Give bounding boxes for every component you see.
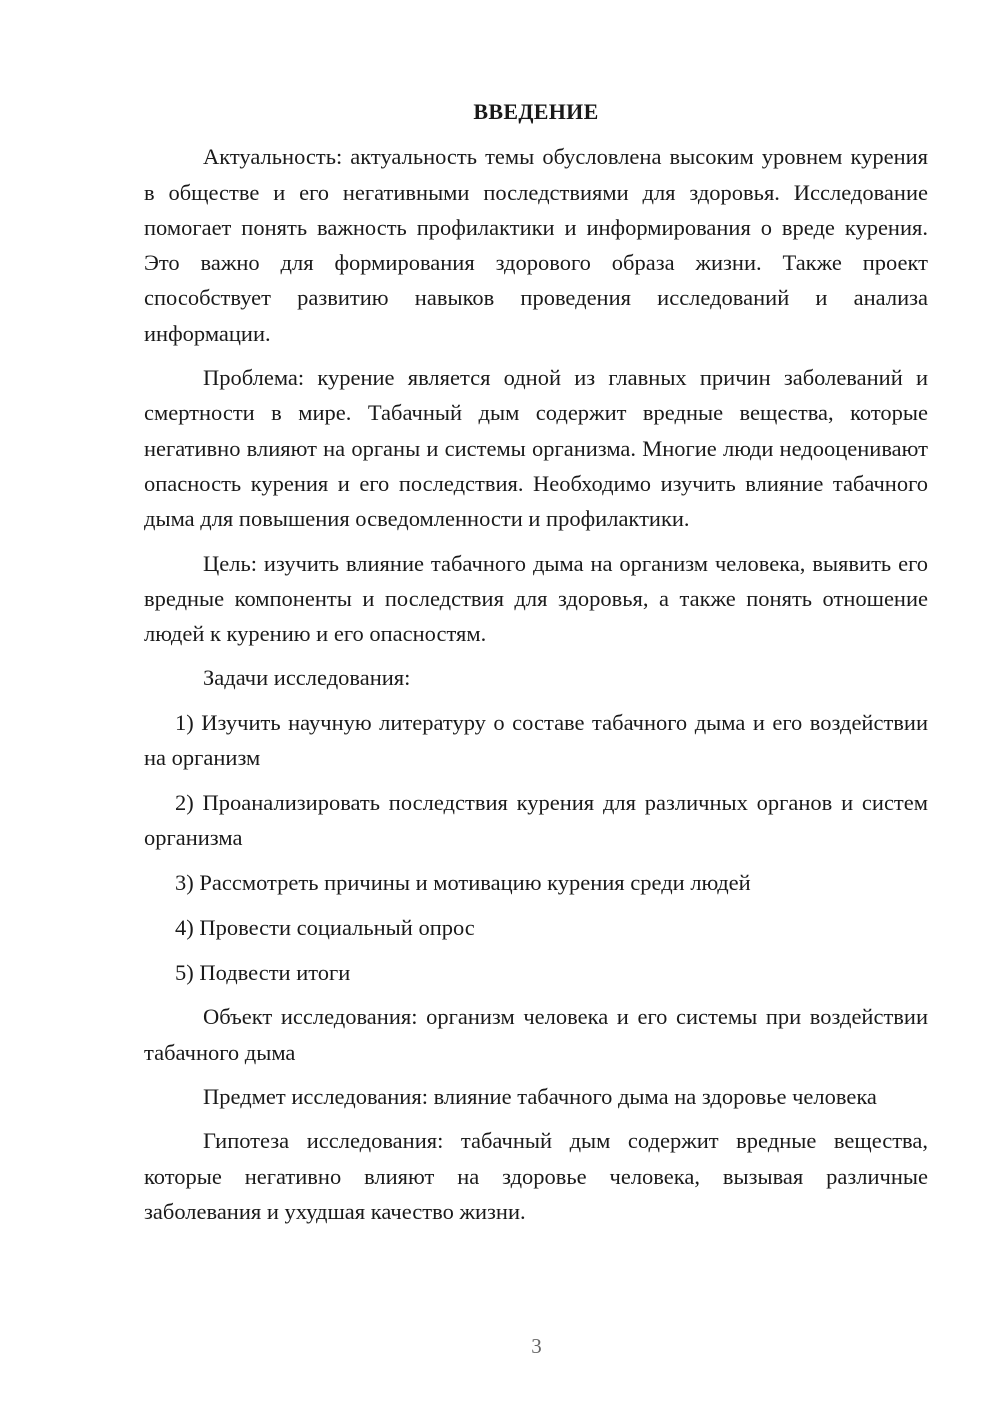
object-paragraph: Объект исследования: организм человека и его системы при воздействии табачного дыма (144, 1004, 928, 1065)
goal-paragraph: Цель: изучить влияние табачного дыма на организм человека, выявить его вредные компоненты и последствия для здоровья, а также понять отношение людей к курению и его опасностям. (144, 550, 928, 647)
tasks-heading: Задачи исследования: (203, 665, 411, 691)
page-number: 3 (531, 1334, 542, 1358)
hypothesis-paragraph: Гипотеза исследования: табачный дым содержит вредные вещества, которые негативно влияют на здоровье человека, вызывая различные заболевания и ухудшая качество жизни. (144, 1128, 928, 1224)
page-content (144, 94, 928, 1238)
task-item-5: 5) Подвести итоги (175, 959, 351, 985)
task-item-1: 1) Изучить научную литературу о составе табачного дыма и его воздействии на организм (144, 709, 928, 771)
task-item-3: 3) Рассмотреть причины и мотивацию курения среди людей (175, 869, 751, 895)
page-title: ВВЕДЕНИЕ (473, 99, 599, 124)
task-item-2: 2) Проанализировать последствия курения для различных органов и систем организма (144, 789, 928, 851)
task-item-4: 4) Провести социальный опрос (175, 914, 475, 940)
problem-paragraph: Проблема: курение является одной из главных причин заболеваний и смертности в мире. Табачный дым содержит вредные вещества, которые негативно влияют на органы и системы организма. Многие люди недооценивают опасность курения и его последствия. Необходимо изучить влияние табачного дыма для повышения осведомленности и профилактики. (144, 365, 928, 532)
subject-paragraph: Предмет исследования: влияние табачного дыма на здоровье человека (203, 1083, 877, 1109)
relevance-paragraph: Актуальность: актуальность темы обусловлена высоким уровнем курения в обществе и его негативными последствиями для здоровья. Исследование помогает понять важность профилактики и информирования о вреде курения. Это важно для формирования здорового образа жизни. Также проект способствует развитию навыков проведения исследований и анализа информации. (144, 144, 928, 346)
